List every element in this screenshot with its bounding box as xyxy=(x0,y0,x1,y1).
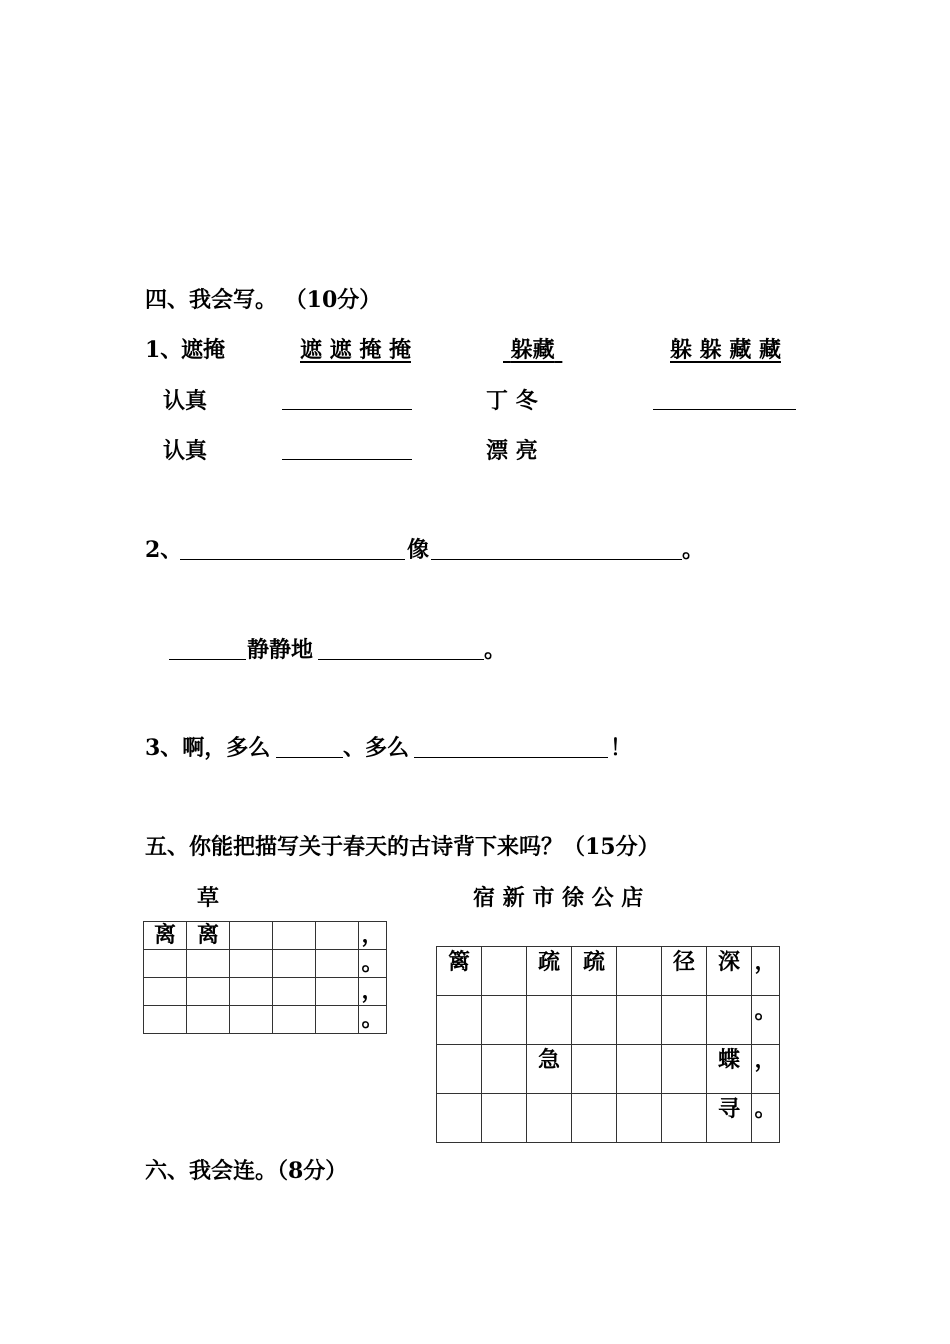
poem2-grid-char-cell[interactable] xyxy=(617,996,662,1045)
q2-line2-blank-2[interactable] xyxy=(318,659,484,660)
poem2-grid-char-cell: 急 xyxy=(527,1045,572,1094)
poem2-grid-char-cell: 寻 xyxy=(707,1094,752,1143)
poem2-grid-row xyxy=(437,1094,780,1143)
poem2-grid-char-cell[interactable] xyxy=(437,996,482,1045)
poem1-grid-row xyxy=(144,978,387,1006)
poem2-grid-char-cell: 篱 xyxy=(437,947,482,996)
poem1-grid-char-cell[interactable] xyxy=(273,1006,316,1034)
poem2-grid-row xyxy=(437,1045,780,1094)
poem1-grid-char-cell[interactable] xyxy=(273,950,316,978)
poem1-grid-row xyxy=(144,922,387,950)
poem2-grid-char-cell: 深 xyxy=(707,947,752,996)
poem1-writing-grid xyxy=(143,921,387,1034)
poem1-grid-char-cell[interactable] xyxy=(187,950,230,978)
poem1-grid-char-cell[interactable] xyxy=(187,1006,230,1034)
poem1-grid-char-cell: 离 xyxy=(144,922,187,950)
poem2-grid-char-cell[interactable] xyxy=(482,996,527,1045)
q2-end-punct: 。 xyxy=(682,537,705,563)
poem2-grid-char-cell[interactable] xyxy=(617,1045,662,1094)
q1-row2-answer-blank-right[interactable] xyxy=(653,409,796,410)
q3-end-punct: ！ xyxy=(610,735,633,761)
poem2-grid-char-cell: 蝶 xyxy=(707,1045,752,1094)
poem2-grid-char-cell[interactable] xyxy=(572,1094,617,1143)
q3-text-2: 、多么 xyxy=(343,735,410,761)
poem1-grid-char-cell[interactable] xyxy=(316,922,359,950)
q1-row3-answer-blank-left[interactable] xyxy=(282,459,412,460)
poem1-grid-char-cell[interactable] xyxy=(144,1006,187,1034)
q1-example2-answer: 躲 躲 藏 藏 xyxy=(670,337,781,363)
poem2-grid-char-cell[interactable] xyxy=(572,1045,617,1094)
poem2-grid-char-cell[interactable] xyxy=(662,996,707,1045)
poem1-grid-punct-cell: 。 xyxy=(359,950,387,978)
poem2-grid-char-cell[interactable] xyxy=(617,947,662,996)
q1-number: 1、 xyxy=(145,337,183,363)
section4-heading: 四、我会写。 （10分） xyxy=(145,287,382,313)
poem2-grid-char-cell[interactable] xyxy=(437,1094,482,1143)
poem1-grid-punct-cell: ， xyxy=(359,978,387,1006)
poem1-grid-char-cell[interactable] xyxy=(144,978,187,1006)
q1-row2-answer-blank-left[interactable] xyxy=(282,409,412,410)
poem2-grid-char-cell[interactable] xyxy=(617,1094,662,1143)
poem2-grid-char-cell[interactable] xyxy=(572,996,617,1045)
poem2-grid-punct-cell: 。 xyxy=(752,1094,780,1143)
q2-line2-middle-word: 静静地 xyxy=(247,637,314,663)
poem1-grid-char-cell[interactable] xyxy=(230,978,273,1006)
poem2-grid-char-cell: 疏 xyxy=(527,947,572,996)
q1-example1-answer: 遮 遮 掩 掩 xyxy=(300,337,411,363)
q2-middle-word: 像 xyxy=(407,537,430,563)
poem1-grid-char-cell[interactable] xyxy=(230,922,273,950)
poem2-grid-char-cell: 疏 xyxy=(572,947,617,996)
q1-row3-word-right: 漂 亮 xyxy=(486,438,538,464)
poem2-grid-punct-cell: ， xyxy=(752,1045,780,1094)
poem1-grid-char-cell: 离 xyxy=(187,922,230,950)
poem1-grid-punct-cell: 。 xyxy=(359,1006,387,1034)
q2-blank-1[interactable] xyxy=(180,559,405,560)
q3-blank-2[interactable] xyxy=(414,757,608,758)
q1-row3-word-left: 认真 xyxy=(163,438,208,464)
poem1-grid-char-cell[interactable] xyxy=(273,978,316,1006)
poem2-grid-punct-cell: 。 xyxy=(752,996,780,1045)
poem2-grid-char-cell[interactable] xyxy=(662,1045,707,1094)
poem2-grid-char-cell[interactable] xyxy=(527,1094,572,1143)
poem2-title: 宿 新 市 徐 公 店 xyxy=(473,885,644,911)
poem1-grid-char-cell[interactable] xyxy=(316,950,359,978)
poem1-title: 草 xyxy=(197,885,220,911)
poem2-writing-grid xyxy=(436,946,780,1143)
poem1-grid-punct-cell: ， xyxy=(359,922,387,950)
poem2-grid-row xyxy=(437,996,780,1045)
poem2-grid-char-cell[interactable] xyxy=(662,1094,707,1143)
poem1-grid-char-cell[interactable] xyxy=(316,978,359,1006)
q1-row2-word-left: 认真 xyxy=(163,388,208,414)
poem1-grid-char-cell[interactable] xyxy=(230,1006,273,1034)
section5-heading: 五、你能把描写关于春天的古诗背下来吗？（15分） xyxy=(145,834,660,860)
poem1-grid-char-cell[interactable] xyxy=(316,1006,359,1034)
q1-example2-word: 躲藏 xyxy=(510,337,555,363)
q2-number: 2、 xyxy=(145,537,183,563)
q2-blank-2[interactable] xyxy=(431,559,682,560)
poem2-grid-row xyxy=(437,947,780,996)
q1-example1-word: 遮掩 xyxy=(181,337,226,363)
poem2-grid-char-cell: 径 xyxy=(662,947,707,996)
q2-line2-blank-1[interactable] xyxy=(169,659,246,660)
poem1-grid-char-cell[interactable] xyxy=(144,950,187,978)
poem2-grid-char-cell[interactable] xyxy=(482,1094,527,1143)
q1-row2-word-right: 丁 冬 xyxy=(486,388,538,414)
q3-blank-1[interactable] xyxy=(276,757,343,758)
poem2-grid-char-cell[interactable] xyxy=(527,996,572,1045)
poem1-grid-char-cell[interactable] xyxy=(230,950,273,978)
q2-line2-end-punct: 。 xyxy=(484,637,507,663)
poem1-grid-row xyxy=(144,1006,387,1034)
section6-heading: 六、我会连。（8分） xyxy=(145,1158,348,1184)
q3-text-1: 3、啊，多么 xyxy=(145,735,271,761)
poem1-grid-row xyxy=(144,950,387,978)
poem2-grid-char-cell[interactable] xyxy=(482,947,527,996)
poem1-grid-char-cell[interactable] xyxy=(273,922,316,950)
poem2-grid-char-cell[interactable] xyxy=(437,1045,482,1094)
poem1-grid-char-cell[interactable] xyxy=(187,978,230,1006)
poem2-grid-punct-cell: ， xyxy=(752,947,780,996)
poem2-grid-char-cell[interactable] xyxy=(707,996,752,1045)
poem2-grid-char-cell[interactable] xyxy=(482,1045,527,1094)
